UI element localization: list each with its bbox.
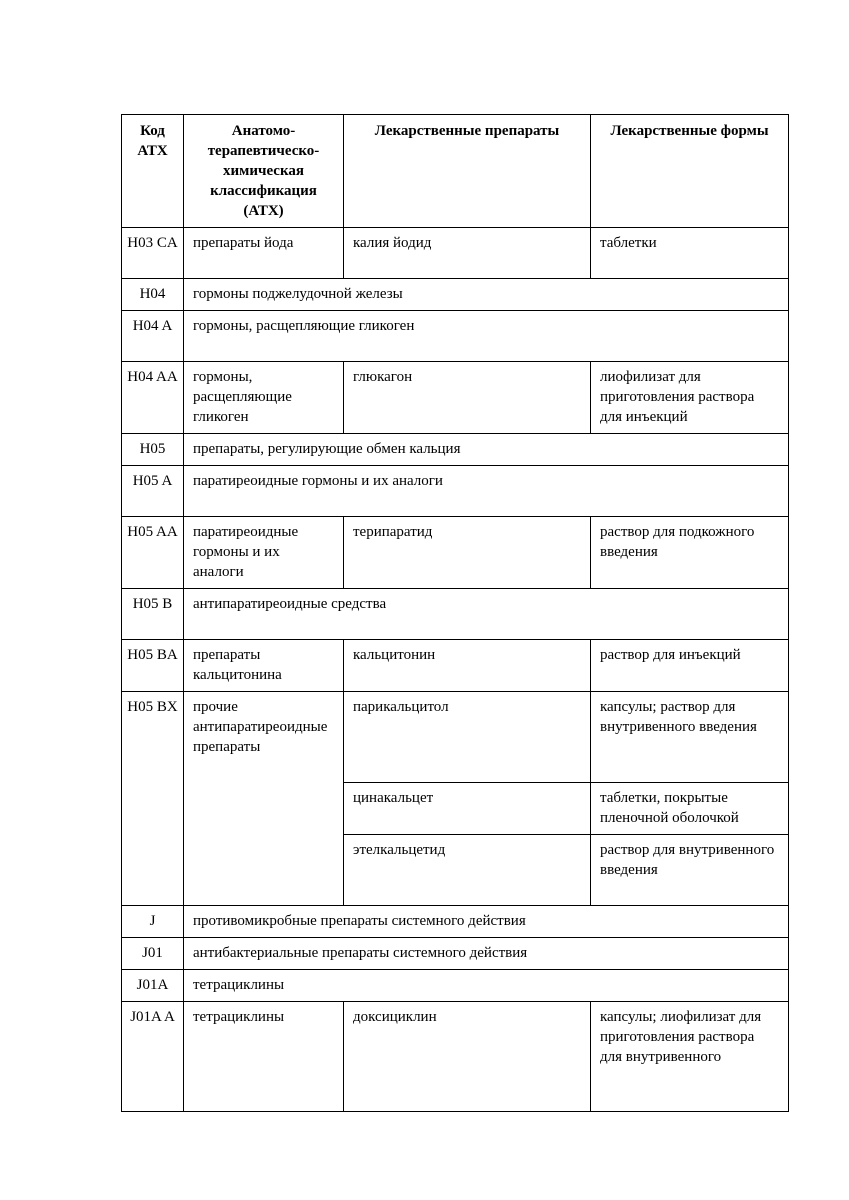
code-cell: H04 xyxy=(122,279,184,311)
class-cell: противомикробные препараты системного действия xyxy=(184,906,789,938)
table-header-row xyxy=(122,115,789,228)
table-row xyxy=(122,938,789,970)
table-row xyxy=(122,970,789,1002)
header-forms: Лекарственные формы xyxy=(591,115,789,228)
code-cell: H05 BX xyxy=(122,692,184,906)
drug-cell: этелкальцетид xyxy=(344,835,591,906)
class-cell: гормоны, расщепляющие гликоген xyxy=(184,311,789,362)
table-row xyxy=(122,517,789,589)
form-cell: таблетки xyxy=(591,228,789,279)
code-cell: H05 AA xyxy=(122,517,184,589)
table-row xyxy=(122,228,789,279)
code-cell: H03 CA xyxy=(122,228,184,279)
form-cell: таблетки, покрытые пленочной оболочкой xyxy=(591,783,789,835)
class-cell: препараты, регулирующие обмен кальция xyxy=(184,434,789,466)
code-cell: H04 AA xyxy=(122,362,184,434)
class-cell: тетрациклины xyxy=(184,970,789,1002)
drug-cell: доксициклин xyxy=(344,1002,591,1112)
table-row xyxy=(122,434,789,466)
code-cell: H04 A xyxy=(122,311,184,362)
class-cell: прочие антипаратиреоидные препараты xyxy=(184,692,344,906)
table-row xyxy=(122,466,789,517)
table-row xyxy=(122,311,789,362)
class-cell: тетрациклины xyxy=(184,1002,344,1112)
table-row xyxy=(122,906,789,938)
drug-cell: терипаратид xyxy=(344,517,591,589)
table-row xyxy=(122,1002,789,1112)
drug-cell: калия йодид xyxy=(344,228,591,279)
table-row xyxy=(122,589,789,640)
form-cell: раствор для внутривенного введения xyxy=(591,835,789,906)
class-cell: антибактериальные препараты системного действия xyxy=(184,938,789,970)
code-cell: H05 A xyxy=(122,466,184,517)
code-cell: H05 xyxy=(122,434,184,466)
form-cell: капсулы; раствор для внутривенного введения xyxy=(591,692,789,783)
class-cell: гормоны поджелудочной железы xyxy=(184,279,789,311)
form-cell: лиофилизат для приготовления раствора для инъекций xyxy=(591,362,789,434)
code-cell: H05 B xyxy=(122,589,184,640)
class-cell: препараты йода xyxy=(184,228,344,279)
code-cell: J01A xyxy=(122,970,184,1002)
drug-cell: цинакальцет xyxy=(344,783,591,835)
drug-cell: глюкагон xyxy=(344,362,591,434)
header-drugs: Лекарственные препараты xyxy=(344,115,591,228)
drug-cell: кальцитонин xyxy=(344,640,591,692)
class-cell: паратиреоидные гормоны и их аналоги xyxy=(184,517,344,589)
header-code: Код АТХ xyxy=(122,115,184,228)
header-classification: Анатомо-терапевтическо-химическая классификация (АТХ) xyxy=(184,115,344,228)
atx-table xyxy=(121,114,789,1112)
class-cell: препараты кальцитонина xyxy=(184,640,344,692)
class-cell: паратиреоидные гормоны и их аналоги xyxy=(184,466,789,517)
table-row xyxy=(122,640,789,692)
code-cell: J xyxy=(122,906,184,938)
form-cell: капсулы; лиофилизат для приготовления раствора для внутривенного xyxy=(591,1002,789,1112)
class-cell: антипаратиреоидные средства xyxy=(184,589,789,640)
code-cell: J01A A xyxy=(122,1002,184,1112)
drug-cell: парикальцитол xyxy=(344,692,591,783)
table-row xyxy=(122,362,789,434)
form-cell: раствор для инъекций xyxy=(591,640,789,692)
form-cell: раствор для подкожного введения xyxy=(591,517,789,589)
code-cell: H05 BA xyxy=(122,640,184,692)
table-row xyxy=(122,279,789,311)
table-row xyxy=(122,692,789,783)
code-cell: J01 xyxy=(122,938,184,970)
class-cell: гормоны, расщепляющие гликоген xyxy=(184,362,344,434)
